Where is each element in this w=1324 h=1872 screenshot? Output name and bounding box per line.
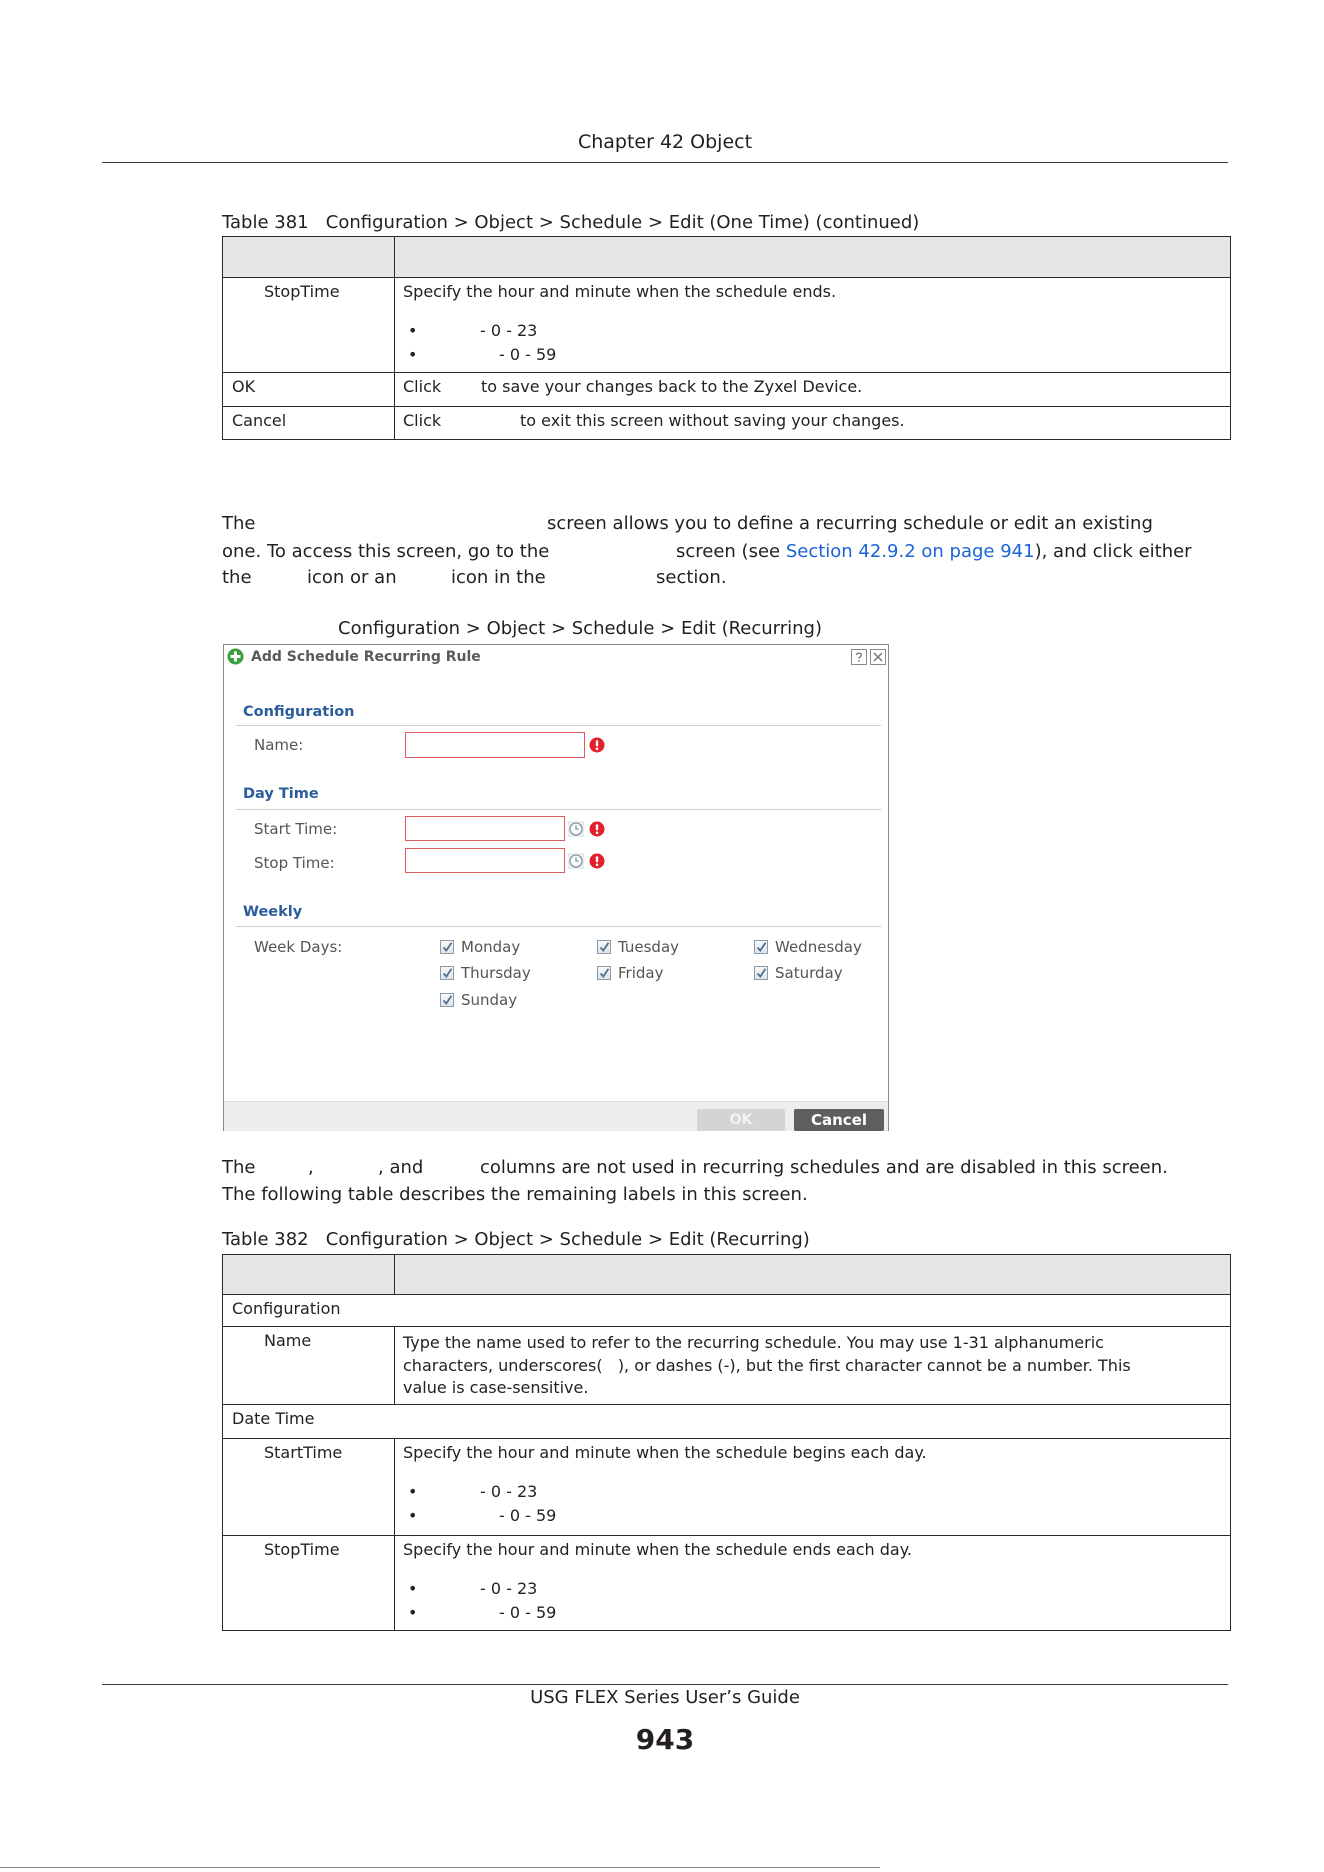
description-text: Specify the hour and minute when the schedule begins each day. <box>403 1443 927 1462</box>
cancel-button[interactable]: Cancel <box>794 1109 884 1131</box>
bullet-marker: • <box>408 1603 418 1622</box>
row-label: StopTime <box>223 278 395 373</box>
description-text: Specify the hour and minute when the schedule ends. <box>403 282 837 301</box>
bullet-text: - 0 - 23 <box>480 1482 538 1501</box>
checkbox-checked-icon <box>756 941 767 953</box>
table-header-row <box>223 1255 1231 1295</box>
click-word: Click <box>403 411 442 430</box>
row-label: OK <box>223 373 395 407</box>
add-icon <box>227 648 244 665</box>
chapter-header: Chapter 42 Object <box>577 131 753 153</box>
start-time-input[interactable] <box>405 816 565 841</box>
checkbox-label-friday[interactable]: Friday <box>618 964 664 982</box>
clock-icon[interactable] <box>568 821 584 837</box>
bullet-item <box>403 1601 1222 1625</box>
add-schedule-recurring-rule-dialog <box>223 644 889 1131</box>
bullet-text: - 0 - 59 <box>499 345 557 364</box>
description-line: Type the name used to refer to the recurring schedule. You may use 1-31 alphanumeric <box>403 1333 1104 1352</box>
bullet-marker: • <box>408 345 418 364</box>
figure-caption: Configuration > Object > Schedule > Edit (Recurring) <box>338 618 823 639</box>
bullet-item <box>403 1480 1222 1504</box>
section-divider <box>236 809 881 810</box>
group-label-date-time: Date Time <box>223 1405 1231 1439</box>
checkbox-checked-icon <box>442 994 453 1006</box>
intro-text: icon or an <box>307 567 397 588</box>
footer-rule <box>102 1684 1228 1685</box>
intro-text: ), and click either <box>1034 541 1192 562</box>
bullet-marker: • <box>408 1506 418 1525</box>
clock-icon[interactable] <box>568 853 584 869</box>
footer-guide-title: USG FLEX Series User’s Guide <box>530 1687 800 1708</box>
header-cell-description <box>395 1255 1231 1295</box>
row-description <box>395 278 1231 373</box>
table-382 <box>222 1254 1231 1631</box>
bottom-divider <box>0 1867 880 1868</box>
table-row-name <box>223 1327 1231 1405</box>
table-group-row <box>223 1295 1231 1327</box>
section-heading-weekly: Weekly <box>243 904 303 920</box>
section-heading-day-time: Day Time <box>243 786 319 802</box>
stop-time-label: Stop Time: <box>254 854 335 872</box>
table-group-row <box>223 1405 1231 1439</box>
section-divider <box>236 725 881 726</box>
bullet-item <box>403 343 1222 367</box>
checkbox-checked-icon <box>442 941 453 953</box>
bullet-text: - 0 - 59 <box>499 1603 557 1622</box>
checkbox-saturday[interactable] <box>754 966 768 980</box>
bullet-item <box>403 1577 1222 1601</box>
click-word: Click <box>403 377 442 396</box>
table-row-ok <box>223 373 1231 407</box>
error-icon <box>589 853 605 869</box>
bullet-list <box>403 319 1222 367</box>
intro-text: the <box>222 567 252 588</box>
bullet-marker: • <box>408 1482 418 1501</box>
error-icon <box>589 737 605 753</box>
description-text: to save your changes back to the Zyxel Device. <box>481 377 863 396</box>
checkbox-thursday[interactable] <box>440 966 454 980</box>
description-line: value is case-sensitive. <box>403 1378 589 1397</box>
close-icon[interactable] <box>870 649 886 665</box>
row-label: Name <box>223 1327 395 1405</box>
checkbox-checked-icon <box>756 967 767 979</box>
start-time-label: Start Time: <box>254 820 338 838</box>
table-header-row <box>223 237 1231 278</box>
checkbox-label-tuesday[interactable]: Tuesday <box>618 938 680 956</box>
description-line: characters, underscores( ), or dashes (-), but the first character cannot be a number. This <box>403 1355 1131 1375</box>
row-description <box>395 1536 1231 1631</box>
table-382-caption: Table 382 Configuration > Object > Schedule > Edit (Recurring) <box>222 1229 810 1250</box>
checkbox-checked-icon <box>599 967 610 979</box>
dialog-footer <box>224 1101 888 1131</box>
page-number: 943 <box>635 1723 695 1756</box>
row-description <box>395 1327 1231 1405</box>
checkbox-label-monday[interactable]: Monday <box>461 938 521 956</box>
bullet-marker: • <box>408 321 418 340</box>
bullet-text: - 0 - 23 <box>480 321 538 340</box>
dialog-title: Add Schedule Recurring Rule <box>251 649 481 665</box>
table-row-stoptime <box>223 278 1231 373</box>
intro-text: The <box>222 513 256 534</box>
header-cell-label <box>223 237 395 278</box>
intro-text: screen (see <box>676 541 786 562</box>
checkbox-wednesday[interactable] <box>754 940 768 954</box>
group-label-configuration: Configuration <box>223 1295 1231 1327</box>
help-icon[interactable] <box>851 649 867 665</box>
intro-line-with-link <box>676 540 1192 564</box>
week-days-label: Week Days: <box>254 938 343 956</box>
bullet-list <box>403 1577 1222 1625</box>
table-381 <box>222 236 1231 440</box>
header-cell-description <box>395 237 1231 278</box>
checkbox-tuesday[interactable] <box>597 940 611 954</box>
checkbox-monday[interactable] <box>440 940 454 954</box>
section-divider <box>236 926 881 927</box>
row-description <box>395 373 1231 407</box>
row-label: Cancel <box>223 407 395 440</box>
checkbox-label-sunday[interactable]: Sunday <box>461 991 518 1009</box>
checkbox-label-wednesday[interactable]: Wednesday <box>775 938 862 956</box>
header-cell-label <box>223 1255 395 1295</box>
description-text: Specify the hour and minute when the schedule ends each day. <box>403 1540 912 1559</box>
checkbox-friday[interactable] <box>597 966 611 980</box>
stop-time-input[interactable] <box>405 848 565 873</box>
intro-text: screen allows you to define a recurring schedule or edit an existing <box>547 513 1153 534</box>
bullet-item <box>403 319 1222 343</box>
bullet-marker: • <box>408 1579 418 1598</box>
section-link[interactable]: Section 42.9.2 on page 941 <box>785 541 1035 562</box>
row-label: StopTime <box>223 1536 395 1631</box>
table-row-cancel <box>223 407 1231 440</box>
ok-button[interactable]: OK <box>697 1109 785 1131</box>
table-381-caption: Table 381 Configuration > Object > Schedule > Edit (One Time) (continued) <box>222 212 920 233</box>
note-text: , <box>308 1157 314 1178</box>
intro-text: icon in the <box>451 567 546 588</box>
bullet-text: - 0 - 59 <box>499 1506 557 1525</box>
intro-text: one. To access this screen, go to the <box>222 541 550 562</box>
checkbox-checked-icon <box>442 967 453 979</box>
row-description <box>395 407 1231 440</box>
name-label: Name: <box>254 736 304 754</box>
note-text: columns are not used in recurring schedules and are disabled in this screen. <box>480 1157 1168 1178</box>
description-text: to exit this screen without saving your changes. <box>520 411 905 430</box>
note-text: The <box>222 1157 256 1178</box>
bullet-list <box>403 1480 1222 1528</box>
bullet-text: - 0 - 23 <box>480 1579 538 1598</box>
section-heading-configuration: Configuration <box>243 704 355 720</box>
note-text: The following table describes the remaining labels in this screen. <box>222 1184 808 1205</box>
name-input[interactable] <box>405 732 585 758</box>
checkbox-sunday[interactable] <box>440 993 454 1007</box>
intro-text: section. <box>656 567 727 588</box>
bullet-item <box>403 1504 1222 1528</box>
note-text: , and <box>378 1157 424 1178</box>
header-rule <box>102 162 1228 163</box>
checkbox-label-saturday[interactable]: Saturday <box>775 964 843 982</box>
table-row-stoptime <box>223 1536 1231 1631</box>
table-row-starttime <box>223 1439 1231 1536</box>
error-icon <box>589 821 605 837</box>
checkbox-checked-icon <box>599 941 610 953</box>
row-description <box>395 1439 1231 1536</box>
checkbox-label-thursday[interactable]: Thursday <box>461 964 531 982</box>
row-label: StartTime <box>223 1439 395 1536</box>
